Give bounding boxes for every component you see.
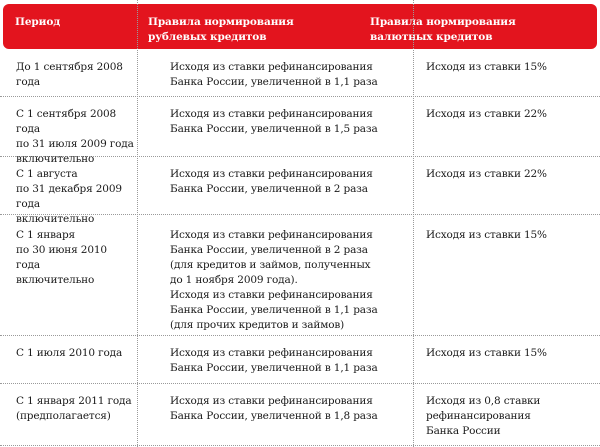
header-period: Период (15, 16, 61, 28)
currency-rule-cell: Исходя из ставки 22% (426, 168, 547, 180)
column-divider (137, 0, 138, 447)
ruble-rule-cell: Исходя из ставки рефинансирования Банка России, увеличенной в 1,1 раза (170, 347, 378, 374)
currency-rule-cell: Исходя из ставки 15% (426, 229, 547, 241)
period-cell: С 1 января по 30 июня 2010 года включительно (16, 229, 107, 286)
column-divider (413, 0, 414, 447)
row-divider (0, 383, 600, 384)
period-cell: С 1 июля 2010 года (16, 347, 123, 359)
header-currency-rules: Правила нормирования валютных кредитов (370, 16, 516, 43)
row-divider (0, 96, 600, 97)
currency-rule-cell: Исходя из ставки 15% (426, 61, 547, 73)
header-ruble-rules: Правила нормирования рублевых кредитов (148, 16, 294, 43)
ruble-rule-cell: Исходя из ставки рефинансирования Банка России, увеличенной в 1,1 раза (170, 61, 378, 88)
currency-rule-cell: Исходя из 0,8 ставки рефинансирования Банка России (426, 395, 541, 437)
table-header (3, 4, 597, 49)
row-divider (0, 445, 600, 446)
row-divider (0, 335, 600, 336)
period-cell: До 1 сентября 2008 года (16, 61, 123, 88)
ruble-rule-cell: Исходя из ставки рефинансирования Банка России, увеличенной в 1,5 раза (170, 108, 378, 135)
ruble-rule-cell: Исходя из ставки рефинансирования Банка России, увеличенной в 2 раза (для кредитов и займов, полученных до 1 ноября 2009 года). Исходя из ставки рефинансирования Банка России, увеличенной в 1,1 раза (для прочих кредитов и займов) (170, 229, 378, 331)
period-cell: С 1 августа по 31 декабря 2009 года включительно (16, 168, 122, 225)
period-cell: С 1 января 2011 года (предполагается) (16, 395, 132, 422)
currency-rule-cell: Исходя из ставки 15% (426, 347, 547, 359)
ruble-rule-cell: Исходя из ставки рефинансирования Банка России, увеличенной в 2 раза (170, 168, 373, 195)
currency-rule-cell: Исходя из ставки 22% (426, 108, 547, 120)
ruble-rule-cell: Исходя из ставки рефинансирования Банка России, увеличенной в 1,8 раза (170, 395, 378, 422)
period-cell: С 1 сентября 2008 года по 31 июля 2009 года включительно (16, 108, 134, 165)
